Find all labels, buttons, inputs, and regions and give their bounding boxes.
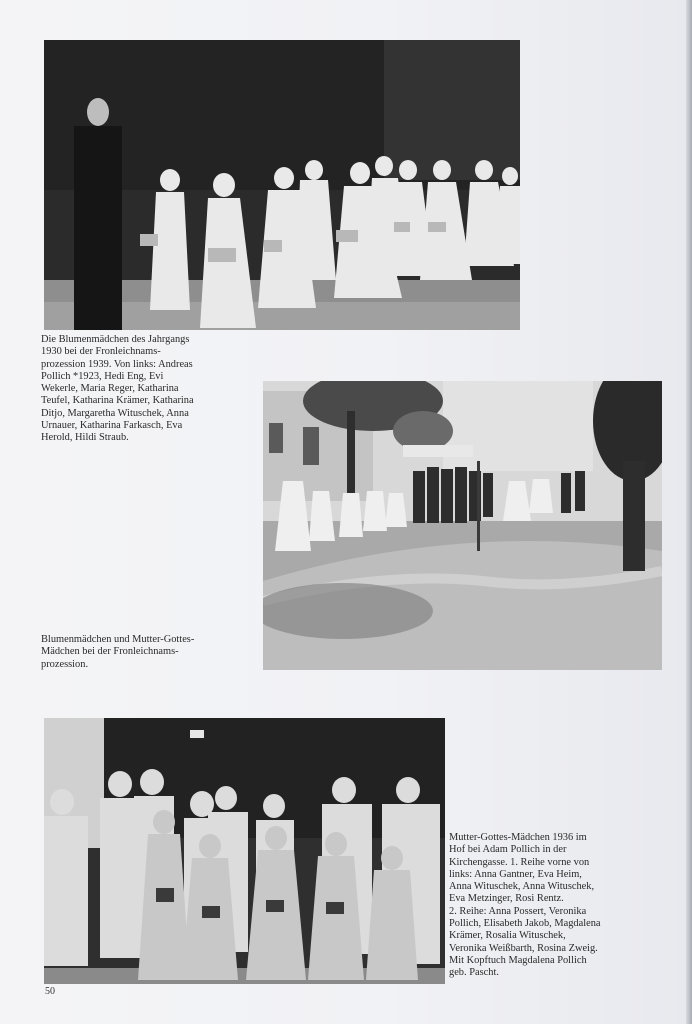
caption-flower-girls-1939: Die Blumenmädchen des Jahrgangs 1930 bei der Fronleichnams- prozession 1939. Von links: Andreas Pollich *1923, Hedi Eng, Evi Wekerle, Maria Reger, Katharina Teufel, Katharina Krämer, Katharina Ditjo, Margaretha Wituschek, Anna Urnauer, Katharina Farkasch, Eva Herold, Hildi Straub. xyxy=(41,334,194,444)
photo-street-procession xyxy=(263,381,662,670)
page-number: 50 xyxy=(45,986,55,997)
book-spine-edge xyxy=(686,0,692,1024)
photo-mutter-gottes-girls-1936 xyxy=(44,718,445,984)
caption-street-procession: Blumenmädchen und Mutter-Gottes- Mädchen bei der Fronleichnams- prozession. xyxy=(41,634,195,670)
photo-flower-girls-1939 xyxy=(44,40,520,330)
caption-mutter-gottes-girls-1936: Mutter-Gottes-Mädchen 1936 im Hof bei Adam Pollich in der Kirchengasse. 1. Reihe vorne von links: Anna Gantner, Eva Heim, Anna Wituschek, Anna Wituschek, Eva Metzinger, Rosi Rentz. 2. Reihe: Anna Possert, Veronika Pollich, Elisabeth Jakob, Magdalena Krämer, Rosalia Wituschek, Veronika Weißbarth, Rosina Zweig. Mit Kopftuch Magdalena Pollich geb. Pascht. xyxy=(449,832,601,979)
